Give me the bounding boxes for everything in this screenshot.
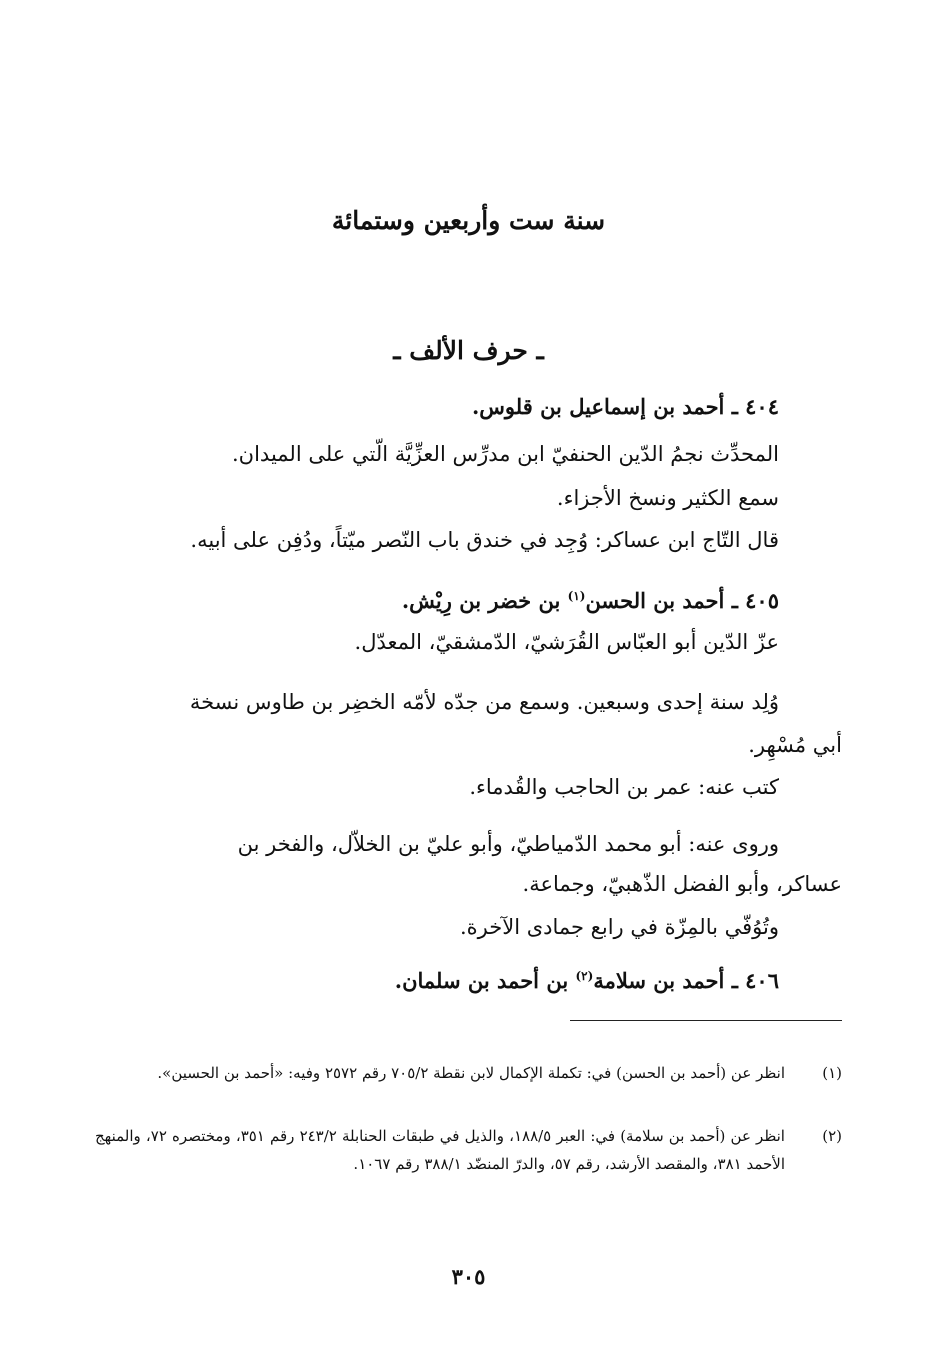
footnote-2-text: انظر عن (أحمد بن سلامة) في: العبر ١٨٨/٥، والذيل في طبقات الحنابلة ٢٤٣/٢ رقم ٣٥١، ومختصره ٧٢، والمنهج الأحمد ٣٨١، والمقصد الأرشد، رقم ٥٧، والدرّ المنضّد ٣٨٨/١ رقم ١٠٦٧. <box>95 1127 785 1173</box>
entry-406-title-name: ٤٠٦ ـ أحمد بن سلامة <box>593 968 779 993</box>
entry-405-title <box>402 584 779 618</box>
entry-404-title: ٤٠٤ ـ أحمد بن إسماعيل بن قلوس. <box>471 394 779 419</box>
footnote-1-text: انظر عن (أحمد بن الحسن) في: تكملة الإكمال لابن نقطة ٧٠٥/٢ رقم ٢٥٧٢ وفيه: «أحمد بن الحسين». <box>157 1064 785 1082</box>
footnote-1-number: (١) <box>822 1064 842 1082</box>
entry-405-title-name: ٤٠٥ ـ أحمد بن الحسن <box>585 588 779 613</box>
entry-405-line-4: كتب عنه: عمر بن الحاجب والقُدماء. <box>469 775 779 799</box>
footnote-ref-1: (١) <box>567 589 586 603</box>
entry-404-line-3: قال التّاج ابن عساكر: وُجِد في خندق باب النّصر ميّتاً، ودُفِن على أبيه. <box>190 528 779 552</box>
entry-406-title <box>395 964 779 998</box>
page-number: ٣٠٥ <box>451 1264 486 1289</box>
entry-405-line-7: وتُوُفّي بالمِزّة في رابع جمادى الآخرة. <box>459 915 779 939</box>
entry-406-title-rest: بن أحمد بن سلمان. <box>394 968 576 993</box>
year-heading: سنة ست وأربعين وستمائة <box>331 206 606 235</box>
footnote-1 <box>95 1059 842 1087</box>
footnote-2 <box>95 1122 842 1178</box>
footnote-separator <box>570 1020 842 1021</box>
entry-405-line-5: وروى عنه: أبو محمد الدّمياطيّ، وأبو عليّ بن الخلاّل، والفخر بن <box>237 832 779 856</box>
footnote-ref-2: (٢) <box>575 969 594 983</box>
entry-404-line-2: سمع الكثير ونسخ الأجزاء. <box>556 486 779 510</box>
entry-405-title-rest: بن خضر بن رِيْش. <box>401 588 568 613</box>
entry-405-line-3: أبي مُسْهِر. <box>748 733 842 757</box>
section-heading: ـ حرف الألف ـ <box>393 336 544 365</box>
entry-404-line-1: المحدِّث نجمُ الدّين الحنفيّ ابن مدرِّس العزِّيَّة الّتي على الميدان. <box>231 442 779 466</box>
entry-405-line-6: عساكر، وأبو الفضل الذّهبيّ، وجماعة. <box>522 872 842 896</box>
entry-405-line-2: وُلِد سنة إحدى وسبعين. وسمع من جدّه لأمّه الخضِر بن طاوس نسخة <box>189 690 779 714</box>
footnote-2-number: (٢) <box>822 1127 842 1145</box>
entry-405-line-1: عزّ الدّين أبو العبّاس القُرَشيّ، الدّمشقيّ، المعدّل. <box>354 630 779 654</box>
